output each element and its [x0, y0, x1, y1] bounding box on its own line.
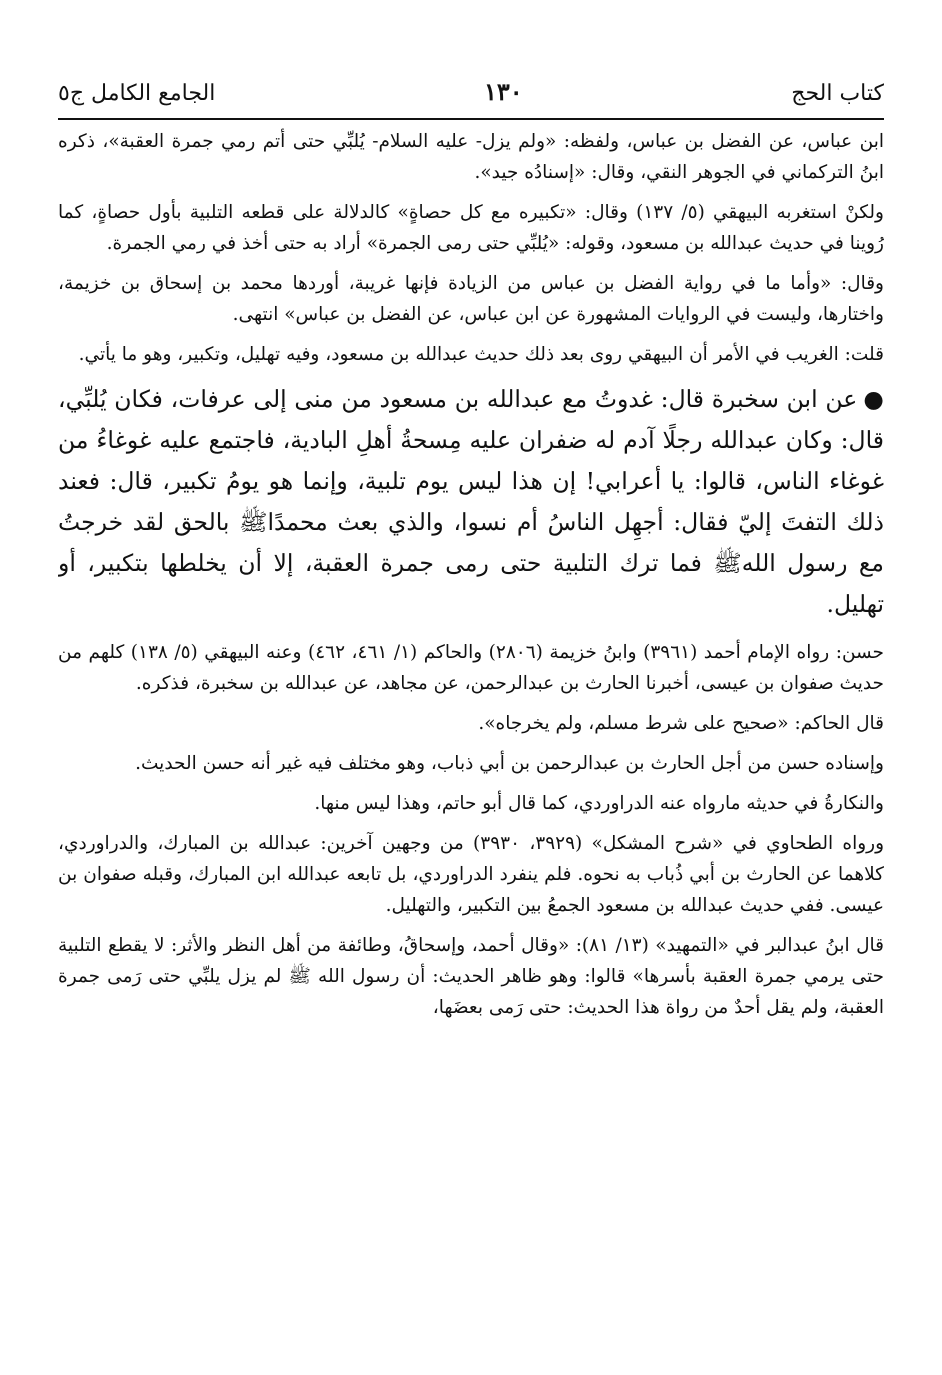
paragraph: ولكنْ استغربه البيهقي (٥/ ١٣٧) وقال: «تكبيره مع كل حصاةٍ» كالدلالة على قطعه التلبية بأول حصاةٍ، كما رُوينا في حديث عبدالله بن مسعود، وقوله: «يُلبِّي حتى رمى الجمرة» أراد به حتى أخذ في رمي الجمرة.: [58, 202, 884, 254]
paragraph: وقال: «وأما ما في رواية الفضل بن عباس من الزيادة فإنها غريبة، أوردها محمد بن إسحاق بن خزيمة، واختارها، وليست في الروايات المشهورة عن ابن عباس، عن الفضل بن عباس» انتهى.: [58, 273, 884, 325]
paragraph: وإسناده حسن من أجل الحارث بن عبدالرحمن بن أبي ذباب، وهو مختلف فيه غير أنه حسن الحديث.: [135, 753, 884, 774]
paragraph: ورواه الطحاوي في «شرح المشكل» (٣٩٢٩، ٣٩٣٠) من وجهين آخرين: عبدالله بن المبارك، والدراوردي، كلاهما عن الحارث بن أبي ذُباب به نحوه. فلم ينفرد الدراوردي، بل تابعه عبدالله ابن المبارك، وقبله صفوان بن عيسى. ففي حديث عبدالله بن مسعود الجمعُ بين التكبير، والتهليل.: [58, 833, 884, 916]
hadith-text: [58, 379, 884, 625]
bullet-icon: ●: [863, 385, 884, 413]
takhrij-paragraph: حسن: رواه الإمام أحمد (٣٩٦١) وابنُ خزيمة (٢٨٠٦) والحاكم (١/ ٤٦١، ٤٦٢) وعنه البيهقي (٥/ ١٣٨) كلهم من حديث صفوان بن عيسى، أخبرنا الحارث بن عبدالرحمن، عن مجاهد، عن عبدالله بن سخبرة، فذكره.: [58, 642, 884, 694]
page-number: ١٣٠: [483, 77, 523, 106]
paragraph: قال الحاكم: «صحيح على شرط مسلم، ولم يخرجاه».: [478, 713, 884, 734]
page-body: [58, 126, 884, 1371]
chapter-title: كتاب الحج: [791, 81, 884, 106]
running-header: [58, 66, 884, 106]
book-title: الجامع الكامل ج٥: [58, 81, 216, 106]
header-rule: [58, 118, 884, 120]
paragraph: والنكارةُ في حديثه مارواه عنه الدراوردي، كما قال أبو حاتم، وهذا ليس منها.: [314, 793, 884, 814]
paragraph: قال ابنُ عبدالبر في «التمهيد» (١٣/ ٨١): «وقال أحمد، وإسحاقُ، وطائفة من أهل النظر والأثر: لا يقطع التلبية حتى يرمي جمرة العقبة بأسرها» قالوا: وهو ظاهر الحديث: أن رسول الله ﷺ لم يزل يلبِّي حتى رَمى جمرة العقبة، ولم يقل أحدٌ من رواة هذا الحديث: حتى رَمى بعضَها،: [58, 935, 884, 1018]
hadith-body: عن ابن سخبرة قال: غدوتُ مع عبدالله بن مسعود من منى إلى عرفات، فكان يُلبِّي، قال: وكان عبدالله رجلًا آدم له ضفران عليه مِسحةُ أهلِ البادية، فاجتمع عليه غوغاءُ من غوغاء الناس، قالوا: يا أعرابي! إن هذا ليس يوم تلبية، وإنما هو يومُ تكبير، قال: فعند ذلك التفتَ إليّ فقال: أجهِل الناسُ أم نسوا، والذي بعث محمدًاﷺ بالحق لقد خرجتُ مع رسول اللهﷺ فما ترك التلبية حتى رمى جمرة العقبة، إلا أن يخلطها بتكبير، أو تهليل.: [58, 385, 884, 618]
paragraph: قلت: الغريب في الأمر أن البيهقي روى بعد ذلك حديث عبدالله بن مسعود، وفيه تهليل، وتكبير، وهو ما يأتي.: [78, 344, 884, 365]
paragraph: ابن عباس، عن الفضل بن عباس، ولفظه: «ولم يزل- عليه السلام- يُلبِّي حتى أتم رمي جمرة العقبة»، ذكره ابنُ التركماني في الجوهر النقي، وقال: «إسنادُه جيد».: [58, 131, 884, 183]
